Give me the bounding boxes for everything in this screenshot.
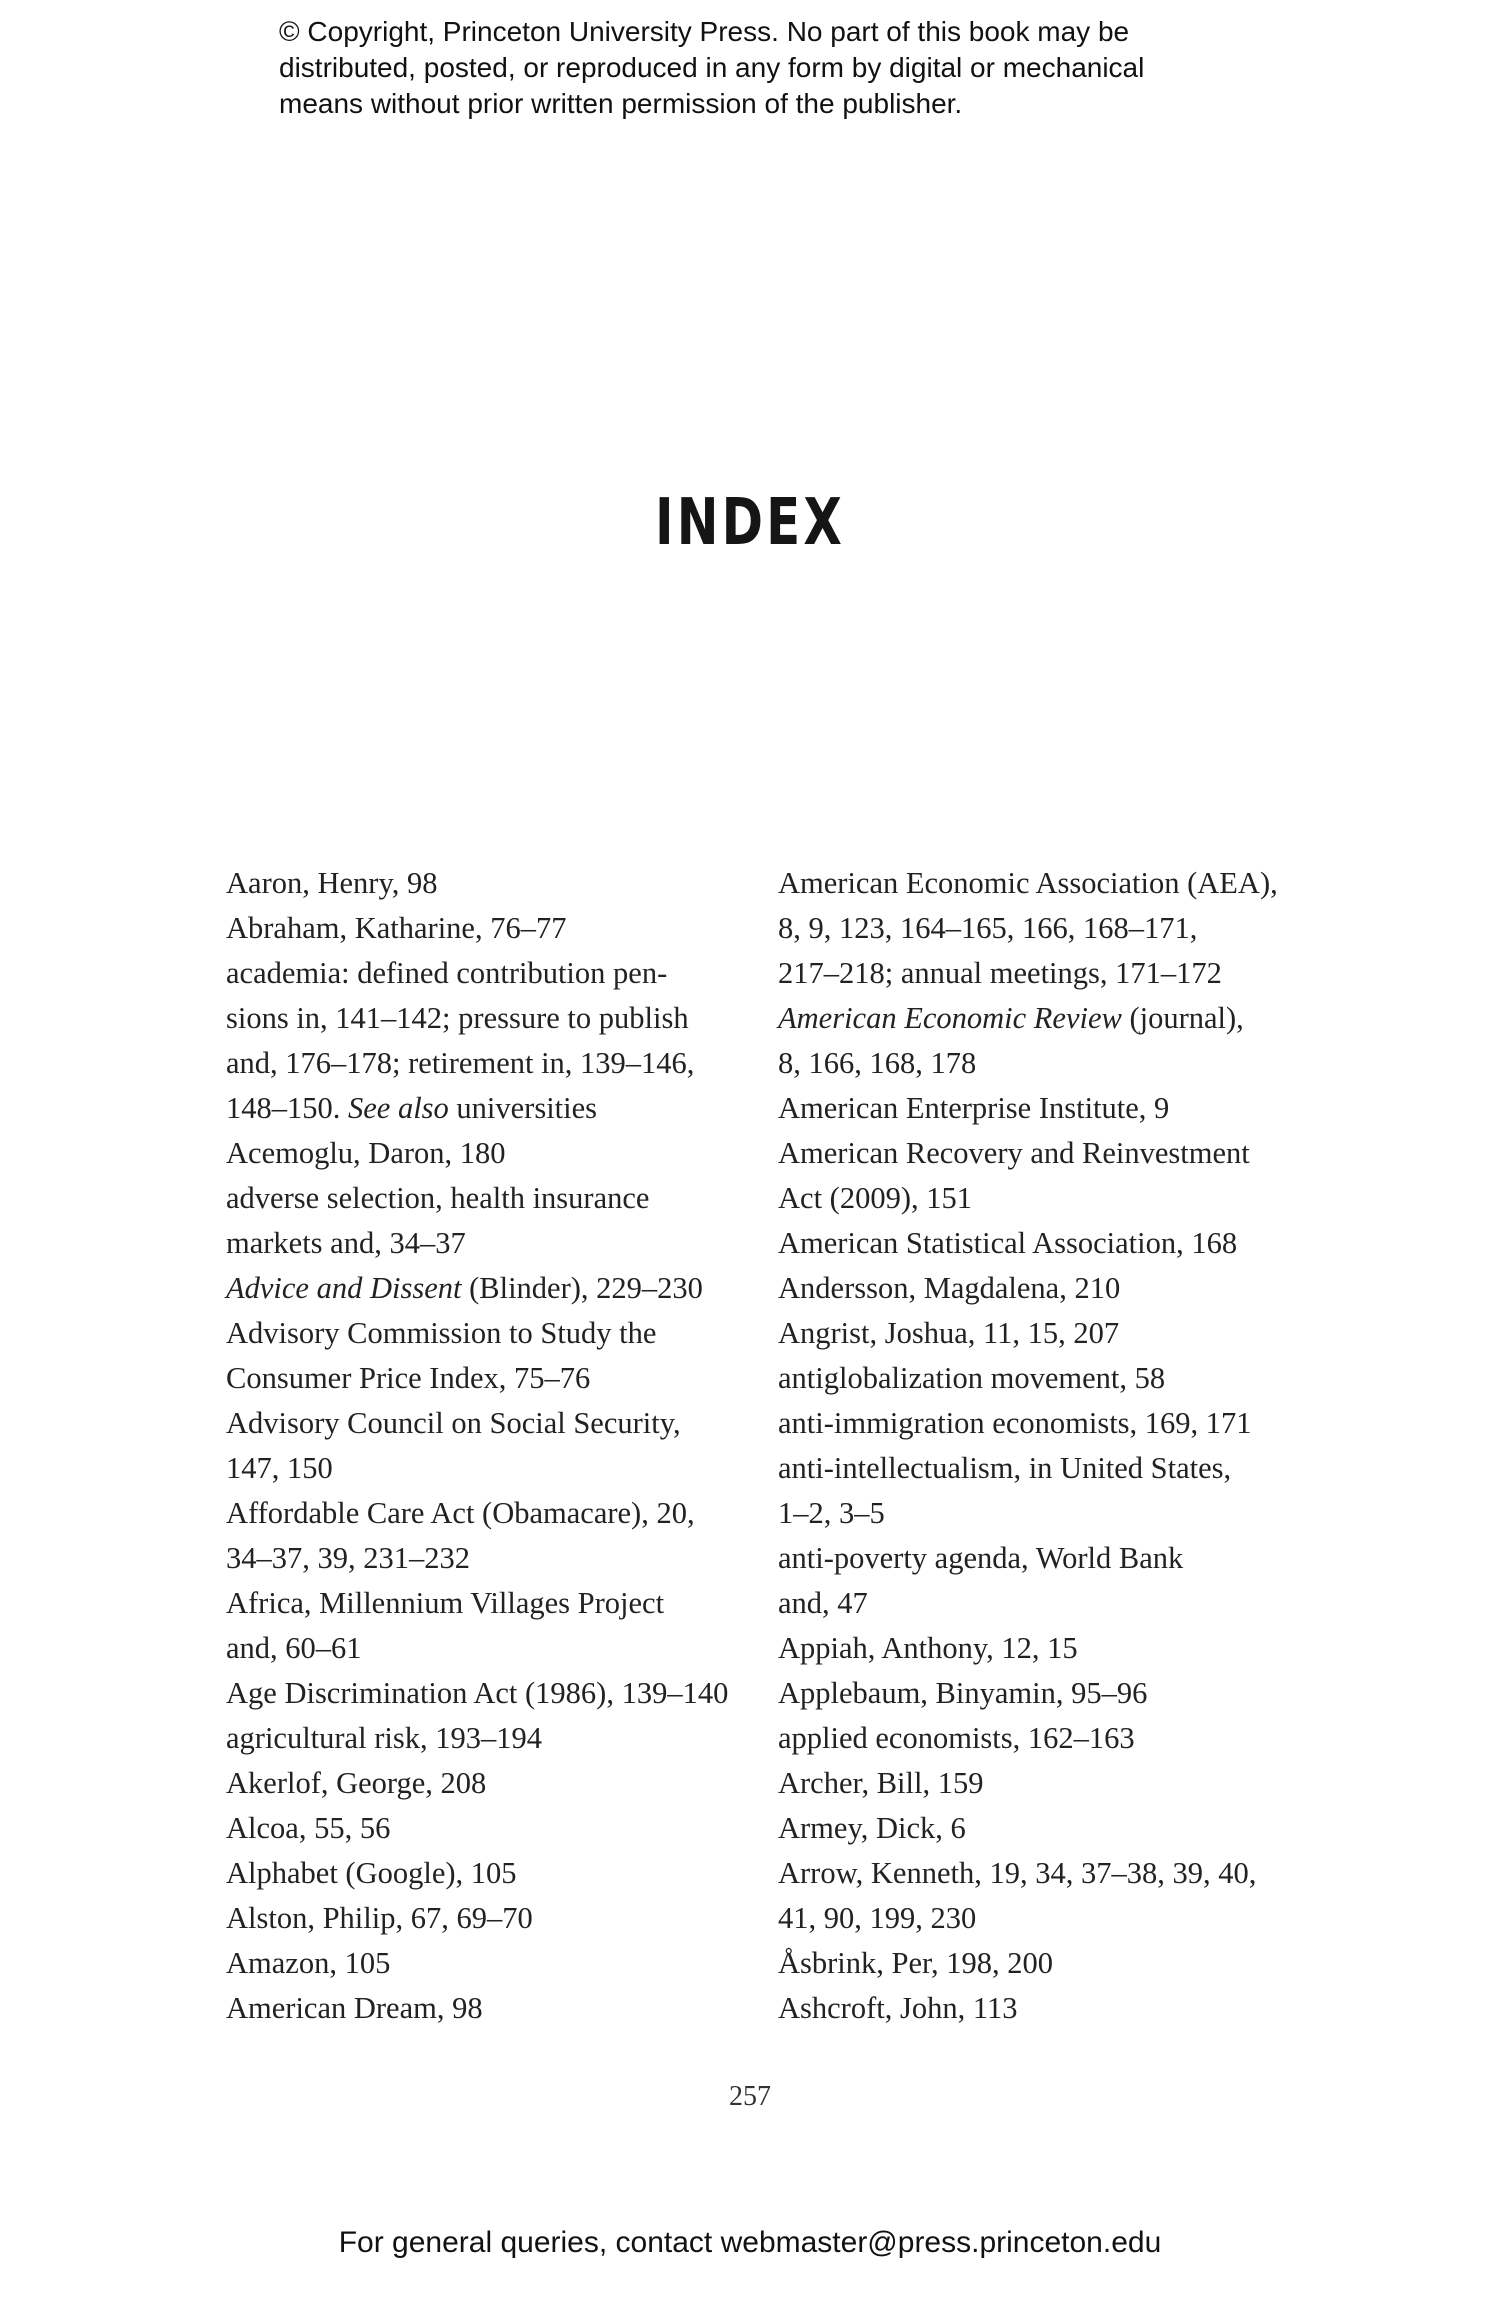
copyright-notice [279,14,1279,122]
index-entry: Age Discrimination Act (1986), 139–140 [226,1676,729,1710]
index-entry: applied economists, 162–163 [778,1721,1135,1755]
index-entry: Alston, Philip, 67, 69–70 [226,1901,533,1935]
index-entry: antiglobalization movement, 58 [778,1361,1166,1395]
copyright-line: distributed, posted, or reproduced in any form by digital or mechanical [279,52,1145,83]
page-title: INDEX [655,486,845,560]
copyright-line: means without prior written permission of the publisher. [279,88,963,119]
copyright-line: © Copyright, Princeton University Press. No part of this book may be [279,16,1130,47]
index-entry: anti-intellectualism, in United States, 1–2, 3–5 [778,1451,1232,1530]
index-entry: Archer, Bill, 159 [778,1766,984,1800]
index-entry: Arrow, Kenneth, 19, 34, 37–38, 39, 40, 41, 90, 199, 230 [778,1856,1257,1935]
book-title: Advice and Dissent [226,1271,462,1305]
index-entry: Advisory Commission to Study the Consumer Price Index, 75–76 [226,1316,657,1395]
index-entry: Africa, Millennium Villages Project and, 60–61 [226,1586,665,1665]
index-entry: anti-immigration economists, 169, 171 [778,1406,1252,1440]
index-entry: anti-poverty agenda, World Bank and, 47 [778,1541,1184,1620]
index-entry: Abraham, Katharine, 76–77 [226,911,567,945]
index-entry: American Statistical Association, 168 [778,1226,1238,1260]
index-entry: American Economic Association (AEA), 8, 9, 123, 164–165, 166, 168–171, 217–218; annual meetings, 171–172 [778,866,1278,990]
page-number: 257 [729,2081,771,2112]
index-entry: Åsbrink, Per, 198, 200 [778,1946,1053,1980]
see-also-label: See also [348,1091,449,1125]
index-entry: Angrist, Joshua, 11, 15, 207 [778,1316,1120,1350]
index-entry: Alphabet (Google), 105 [226,1856,517,1890]
index-column-right [778,861,1298,2031]
index-entry: adverse selection, health insurance markets and, 34–37 [226,1181,650,1260]
footer-contact: For general queries, contact webmaster@press.princeton.edu [338,2226,1162,2259]
journal-title: American Economic Review [778,1001,1122,1035]
index-entry: Ashcroft, John, 113 [778,1991,1018,2025]
index-entry: American Dream, 98 [226,1991,483,2025]
index-entry: Affordable Care Act (Obamacare), 20, 34–37, 39, 231–232 [226,1496,695,1575]
index-entry: American Enterprise Institute, 9 [778,1091,1170,1125]
index-entry: Appiah, Anthony, 12, 15 [778,1631,1078,1665]
index-entry: academia: defined contribution pen- sions in, 141–142; pressure to publish and, 176–178; retirement in, 139–146, 148–150. See also universities [226,956,695,1125]
index-entry: Armey, Dick, 6 [778,1811,966,1845]
index-entry: Akerlof, George, 208 [226,1766,487,1800]
index-entry: Amazon, 105 [226,1946,391,1980]
index-entry: Andersson, Magdalena, 210 [778,1271,1121,1305]
index-entry: Advice and Dissent (Blinder), 229–230 [226,1271,703,1305]
index-column-left [226,861,746,2031]
index-entry: American Recovery and Reinvestment Act (2009), 151 [778,1136,1250,1215]
index-entry: Aaron, Henry, 98 [226,866,438,900]
index-entry: Advisory Council on Social Security, 147, 150 [226,1406,681,1485]
index-entry: Applebaum, Binyamin, 95–96 [778,1676,1148,1710]
index-entry: agricultural risk, 193–194 [226,1721,542,1755]
index-entry: Acemoglu, Daron, 180 [226,1136,506,1170]
index-entry: American Economic Review (journal), 8, 166, 168, 178 [778,1001,1244,1080]
index-entry: Alcoa, 55, 56 [226,1811,391,1845]
